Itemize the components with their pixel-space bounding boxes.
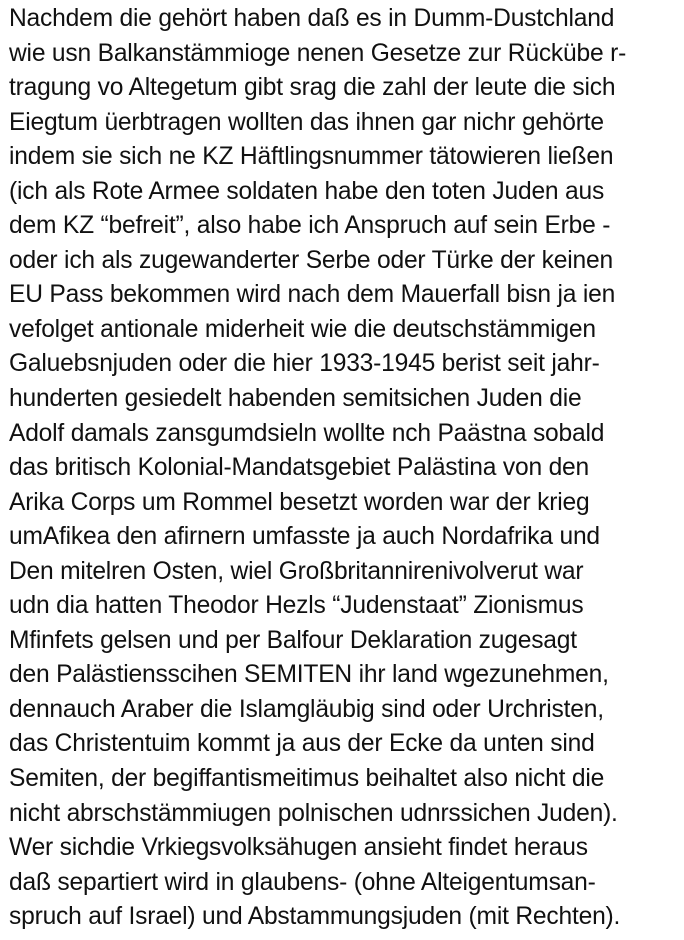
text-line: Nachdem die gehört haben daß es in Dumm-Dustchland [9,5,615,32]
body-text [9,2,681,935]
text-line: Adolf damals zansgumdsieln wollte nch Paästna sobald [9,419,605,447]
text-line: umAfikea den afirnern umfasste ja auch Nordafrika und [9,523,600,551]
text-line: (ich als Rote Armee soldaten habe den toten Juden aus [9,177,605,205]
text-line: Galuebsnjuden oder die hier 1933-1945 berist seit jahr- [9,350,600,378]
text-line: udn dia hatten Theodor Hezls “Judenstaat” Zionismus [9,592,584,620]
text-line: dennauch Araber die Islamgläubig sind oder Urchristen, [9,695,604,723]
text-line: Eiegtum üerbtragen wollten das ihnen gar nichr gehörte [9,108,604,136]
text-line: daß separtiert wird in glaubens- (ohne Alteigentumsan- [9,868,596,896]
text-line: wie usn Balkanstämmioge nenen Gesetze zur Rückübe r- [9,39,627,67]
text-line: oder ich als zugewanderter Serbe oder Türke der keinen [9,246,613,274]
text-line: Arika Corps um Rommel besetzt worden war der krieg [9,488,590,516]
text-line: nicht abrschstämmiugen polnischen udnrssichen Juden). [9,799,618,827]
text-line: dem KZ “befreit”, also habe ich Anspruch auf sein Erbe - [9,212,611,240]
text-line: vefolget antionale miderheit wie die deutschstämmigen [9,315,596,343]
text-line: Semiten, der begiffantismeitimus beihaltet also nicht die [9,765,605,793]
text-line: das britisch Kolonial-Mandatsgebiet Palästina von den [9,454,590,482]
text-line: den Palästiensscihen SEMITEN ihr land wgezunehmen, [9,661,609,689]
text-line: spruch auf Israel) und Abstammungsjuden (mit Rechten). [9,903,621,931]
text-line: indem sie sich ne KZ Häftlingsnummer tätowieren ließen [9,143,614,171]
text-line: Den mitelren Osten, wiel Großbritannirenivolverut war [9,557,584,585]
text-line: tragung vo Altegetum gibt srag die zahl der leute die sich [9,74,616,102]
text-line: Wer sichdie Vrkiegsvolksähugen ansieht findet heraus [9,834,588,862]
text-line: das Christentuim kommt ja aus der Ecke da unten sind [9,730,595,758]
text-line: hunderten gesiedelt habenden semitsichen Juden die [9,385,582,413]
text-line: EU Pass bekommen wird nach dem Mauerfall bisn ja ien [9,281,616,309]
text-line: Mfinfets gelsen und per Balfour Deklaration zugesagt [9,626,577,654]
